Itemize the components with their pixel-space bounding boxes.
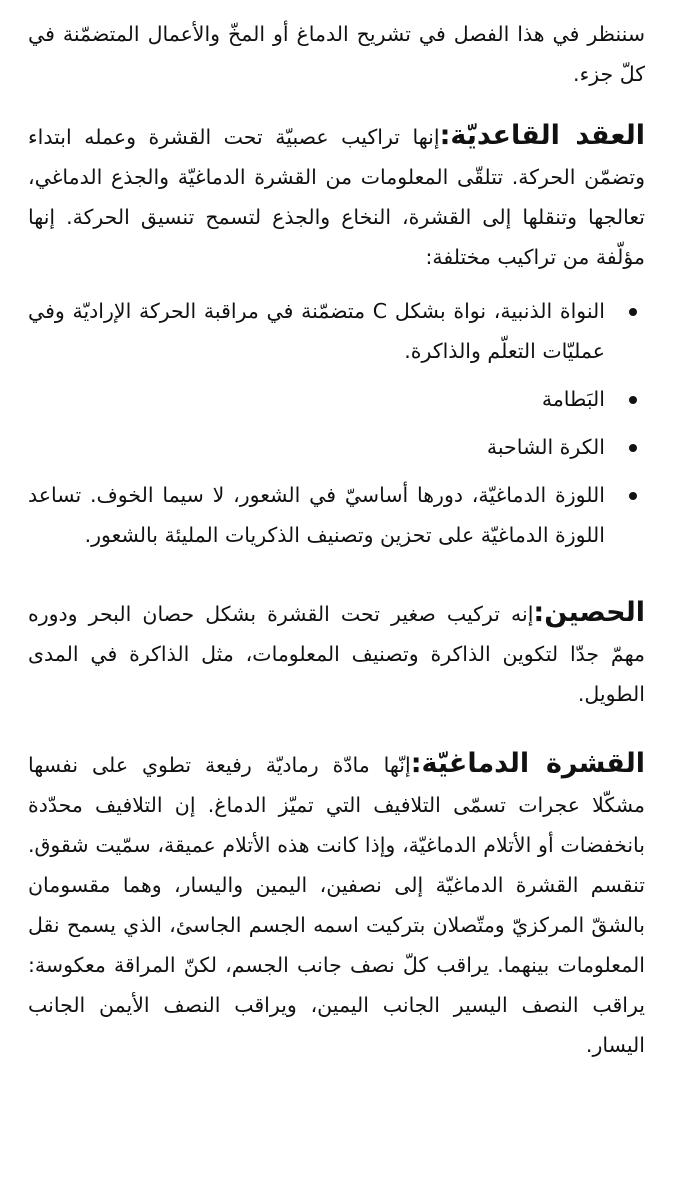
cortex-text: إنّها مادّة رماديّة رفيعة تطوي على نفسها مشكّلا عجرات تسمّى التلافيف التي تميّز الدماغ. إن التلافيف محدّدة بانخفضات أو الأتلام الدماغيّة، وإذا كانت هذه الأتلام عميقة، سمّيت شقوق. تنقسم القشرة الدماغيّة إلى نصفين، اليمين واليسار، وهما مقسومان بالشقّ المركزيّ ومتّصلان بتركيت اسمه الجسم الجاسئ، الذي يسمح نقل المعلومات بينهما. يراقب كلّ نصف جانب الجسم، لكنّ المراقة معكوسة: يراقب النصف اليسير الجانب اليمين، ويراقب النصف الأيمن الجانب اليسار.: [28, 753, 645, 1057]
hippocampus-paragraph: [28, 593, 645, 714]
hippocampus-heading: الحصين:: [533, 597, 645, 628]
list-item: النواة الذنبية، نواة بشكل C متضمّنة في مراقبة الحركة الإراديّة وفي عمليّات التعلّم والذاكرة.: [28, 291, 645, 371]
bullet-icon: [629, 444, 637, 452]
list-item: الكرة الشاحبة: [28, 427, 645, 467]
basal-ganglia-text: إنها تراكيب عصبيّة تحت القشرة وعمله ابتداء وتضمّن الحركة. تتلقّى المعلومات من القشرة الدماغيّة والجذع الدماغي، تعالجها وتنقلها إلى القشرة، النخاع والجذع لتسمح تنسيق الحركة. إنها مؤلّفة من تراكيب مختلفة:: [28, 125, 645, 269]
document-page: [28, 14, 645, 1065]
bullet-icon: [629, 308, 637, 316]
intro-paragraph: سننظر في هذا الفصل في تشريح الدماغ أو المخّ والأعمال المتضمّنة في كلّ جزء.: [28, 22, 645, 86]
cortex-heading: القشرة الدماغيّة:: [410, 748, 645, 779]
basal-ganglia-heading: العقد القاعديّة:: [439, 120, 645, 151]
cortex-paragraph: [28, 744, 645, 1065]
list-item: البَطامة: [28, 379, 645, 419]
bullet-icon: [629, 396, 637, 404]
hippocampus-text: إنه تركيب صغير تحت القشرة بشكل حصان البحر ودوره مهمّ جدّا لتكوين الذاكرة وتصنيف المعلومات، مثل الذاكرة في المدى الطويل.: [28, 602, 645, 706]
basal-ganglia-paragraph: [28, 116, 645, 277]
bullet-icon: [629, 492, 637, 500]
list-item: اللوزة الدماغيّة، دورها أساسيّ في الشعور، لا سيما الخوف. تساعد اللوزة الدماغيّة على تحزين وتصنيف الذكريات المليئة بالشعور.: [28, 475, 645, 555]
basal-ganglia-list: [28, 291, 645, 555]
